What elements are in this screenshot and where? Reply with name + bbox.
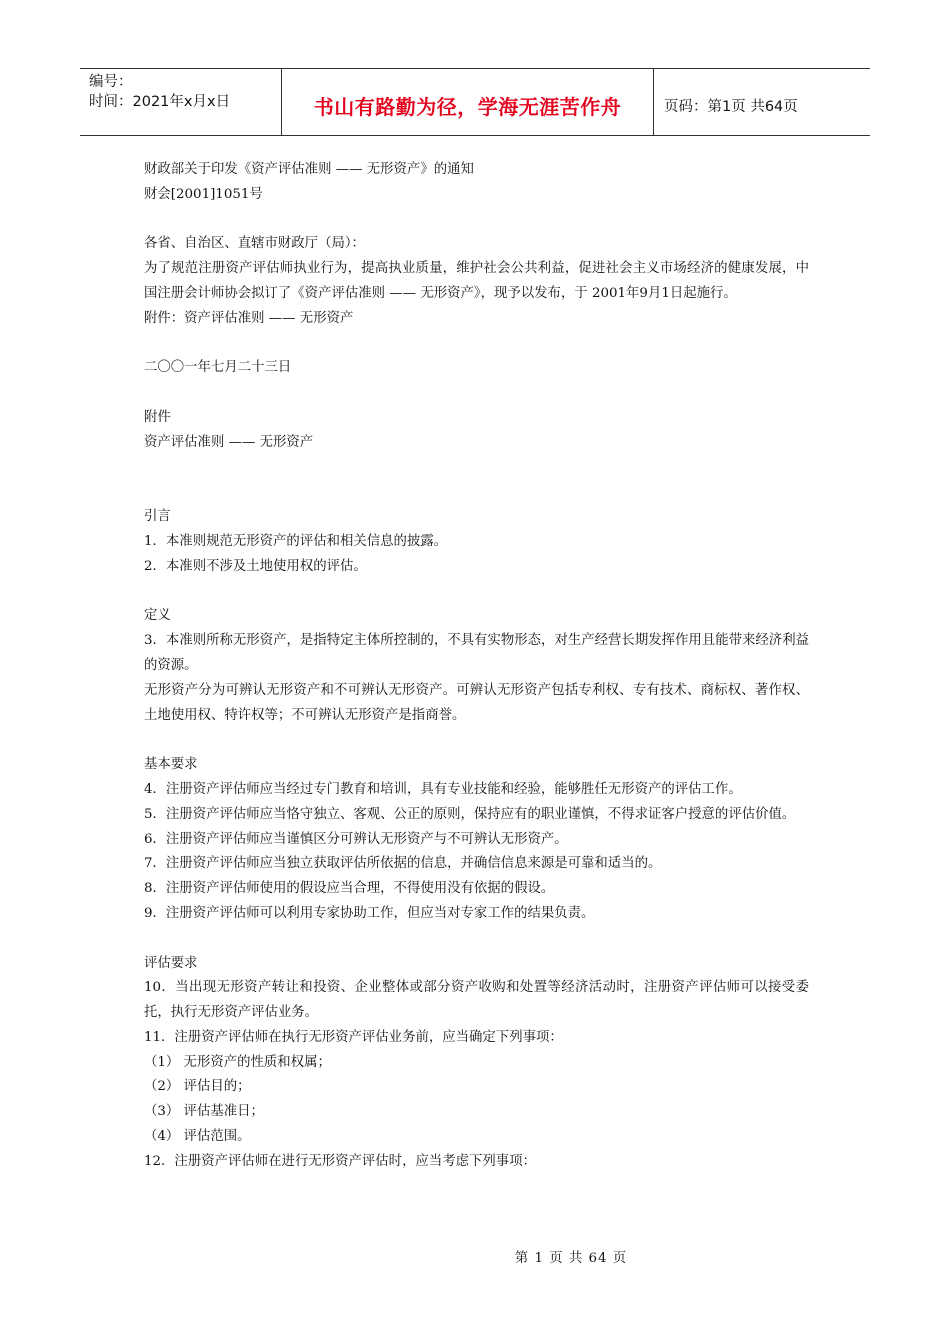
addressee: 各省、自治区、直辖市财政厅（局）： [144,236,365,252]
clause-6: 6．注册资产评估师应当谨慎区分可辨认无形资产与不可辨认无形资产。 [144,831,568,847]
clause-2: 2．本准则不涉及土地使用权的评估。 [144,558,367,574]
clause-12: 12．注册资产评估师在进行无形资产评估时，应当考虑下列事项： [144,1153,536,1169]
clause-11-item-2: （2） 评估目的； [144,1079,251,1095]
clause-11: 11．注册资产评估师在执行无形资产评估业务前，应当确定下列事项： [144,1029,563,1045]
intro-paragraph: 为了规范注册资产评估师执业行为，提高执业质量，维护社会公共利益，促进社会主义市场经济的健康发展，中国注册会计师协会拟订了《资产评估准则 —— 无形资产》，现予以发布，于 2001年9月1日起施行。 [144,261,809,301]
header-page-info: 页码：第1页 共64页 [664,98,798,115]
page-footer: 第 1 页 共 64 页 [514,1251,628,1266]
section-heading-evaluation: 评估要求 [144,955,198,971]
header-motto: 书山有路勤为径，学海无涯苦作舟 [282,69,654,135]
clause-11-item-1: （1） 无形资产的性质和权属； [144,1054,331,1070]
clause-7: 7．注册资产评估师应当独立获取评估所依据的信息，并确信信息来源是可靠和适当的。 [144,856,662,872]
section-heading-intro: 引言 [144,509,171,525]
clause-11-item-4: （4） 评估范围。 [144,1129,251,1145]
section-heading-basic: 基本要求 [144,757,198,773]
clause-3: 3．本准则所称无形资产，是指特定主体所控制的，不具有实物形态，对生产经营长期发挥作用且能带来经济利益的资源。 [144,633,809,673]
clause-9: 9．注册资产评估师可以利用专家协助工作，但应当对专家工作的结果负责。 [144,905,595,921]
doc-number: 财会[2001]1051号 [144,186,263,202]
doc-title: 财政部关于印发《资产评估准则 —— 无形资产》的通知 [144,162,474,177]
time-label: 时间：2021年x月x日 [89,94,231,110]
attachment-note: 附件：资产评估准则 —— 无形资产 [144,310,354,326]
clause-5: 5．注册资产评估师应当恪守独立、客观、公正的原则，保持应有的职业谨慎，不得求证客户授意的评估价值。 [144,806,796,822]
clause-8: 8．注册资产评估师使用的假设应当合理，不得使用没有依据的假设。 [144,881,555,897]
header-meta [80,69,282,135]
clause-3-continued: 无形资产分为可辨认无形资产和不可辨认无形资产。可辨认无形资产包括专利权、专有技术、商标权、著作权、土地使用权、特许权等；不可辨认无形资产是指商誉。 [144,682,809,723]
issue-date: 二〇〇一年七月二十三日 [144,360,292,376]
annex-title: 资产评估准则 —— 无形资产 [144,434,314,450]
annex-label: 附件 [144,409,171,425]
header-table [80,68,870,136]
section-heading-definition: 定义 [144,608,171,624]
clause-10: 10．当出现无形资产转让和投资、企业整体或部分资产收购和处置等经济活动时，注册资产评估师可以接受委托，执行无形资产评估业务。 [144,980,809,1021]
document-body [144,158,809,1175]
clause-11-item-3: （3） 评估基准日； [144,1104,264,1120]
clause-4: 4．注册资产评估师应当经过专门教育和培训，具有专业技能和经验，能够胜任无形资产的评估工作。 [144,781,742,797]
clause-1: 1．本准则规范无形资产的评估和相关信息的披露。 [144,533,448,549]
number-label: 编号： [89,74,133,90]
